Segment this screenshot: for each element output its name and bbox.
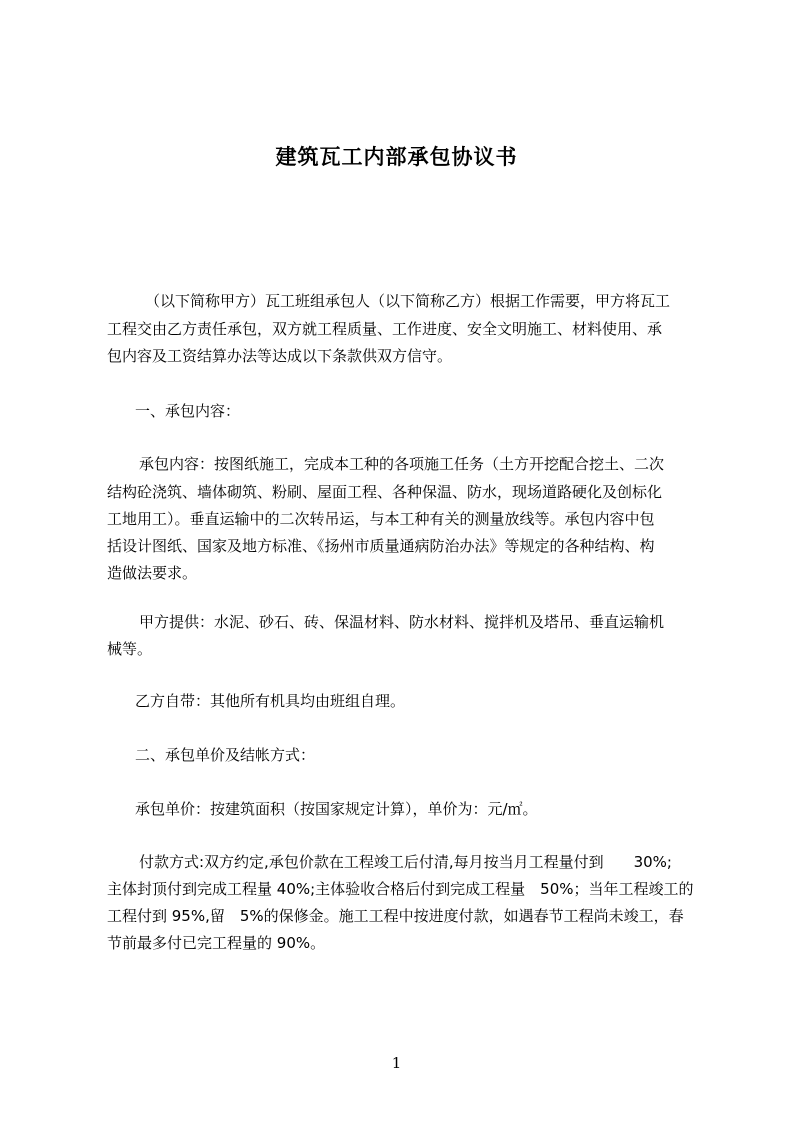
party-a-supply-line-2: 械等。	[107, 640, 153, 658]
intro-line-3: 包内容及工资结算办法等达成以下条款供双方信守。	[107, 347, 453, 365]
payment-line-1: 付款方式:双方约定,承包价款在工程竣工后付清,每月按当月工程量付到 30%;	[139, 853, 672, 871]
intro-line-1: （以下简称甲方）瓦工班组承包人（以下简称乙方）根据工作需要，甲方将瓦工	[145, 292, 671, 310]
document-title: 建筑瓦工内部承包协议书	[275, 145, 518, 169]
section-1-content-line-2: 结构砼浇筑、墙体砌筑、粉刷、屋面工程、各种保温、防水，现场道路硬化及创标化	[107, 483, 663, 501]
payment-line-4: 节前最多付已完工程量的 90%。	[107, 934, 326, 952]
party-b-supply: 乙方自带：其他所有机具均由班组自理。	[135, 692, 406, 710]
section-1-heading: 一、承包内容：	[135, 402, 241, 420]
section-1-content-line-4: 括设计图纸、国家及地方标准、《扬州市质量通病防治办法》等规定的各种结构、构	[107, 537, 655, 555]
unit-price: 承包单价：按建筑面积（按国家规定计算），单价为：元/㎡。	[135, 800, 538, 818]
section-1-content-line-1: 承包内容：按图纸施工，完成本工种的各项施工任务（土方开挖配合挖土、二次	[139, 455, 665, 473]
section-2-heading: 二、承包单价及结帐方式：	[135, 746, 316, 764]
party-a-supply-line-1: 甲方提供：水泥、砂石、砖、保温材料、防水材料、搅拌机及塔吊、垂直运输机	[139, 613, 665, 631]
intro-line-2: 工程交由乙方责任承包，双方就工程质量、工作进度、安全文明施工、材料使用、承	[107, 320, 663, 338]
section-1-content-line-5: 造做法要求。	[107, 564, 198, 582]
payment-line-3: 工程付到 95%,留 5%的保修金。施工工程中按进度付款，如遇春节工程尚未竣工，春	[107, 907, 684, 925]
page-number: 1	[391, 1054, 402, 1072]
section-1-content-line-3: 工地用工）。垂直运输中的二次转吊运，与本工种有关的测量放线等。承包内容中包	[107, 510, 655, 528]
payment-line-2: 主体封顶付到完成工程量 40%;主体验收合格后付到完成工程量 50%；当年工程竣工的	[107, 880, 694, 898]
